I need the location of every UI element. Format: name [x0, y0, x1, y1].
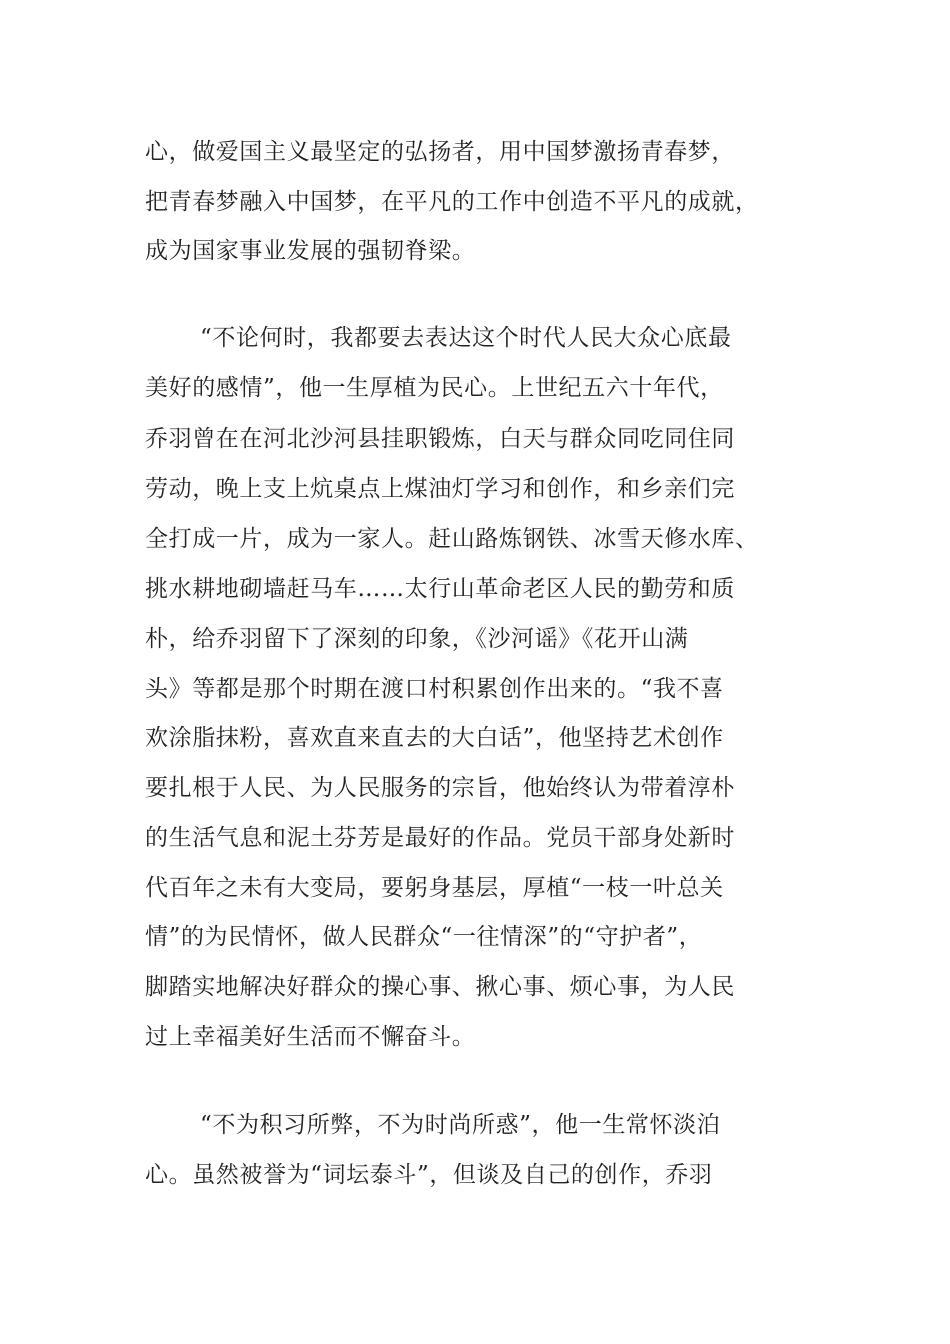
- text-line: 头》等都是那个时期在渡口村积累创作出来的。“我不喜: [145, 676, 724, 702]
- text-line: 全打成一片，成为一家人。赶山路炼钢铁、冰雪天修水库、: [145, 526, 759, 552]
- text-line: 乔羽曾在在河北沙河县挂职锻炼，白天与群众同吃同住同: [145, 426, 735, 452]
- text-line: 情”的为民情怀，做人民群众“一往情深”的“守护者”，: [145, 924, 703, 950]
- text-line: “不论何时，我都要去表达这个时代人民大众心底最: [200, 325, 732, 351]
- text-line: 过上幸福美好生活而不懈奋斗。: [145, 1024, 476, 1050]
- text-line: 欢涂脂抹粉，喜欢直来直去的大白话”，他坚持艺术创作: [145, 725, 724, 751]
- text-line: 的生活气息和泥土芬芳是最好的作品。党员干部身处新时: [145, 825, 735, 851]
- text-line: 要扎根于人民、为人民服务的宗旨，他始终认为带着淳朴: [145, 775, 735, 801]
- text-line: 代百年之未有大变局，要躬身基层，厚植“一枝一叶总关: [145, 875, 724, 901]
- text-line: 挑水耕地砌墙赶马车……太行山革命老区人民的勤劳和质: [145, 576, 735, 602]
- text-line: “不为积习所弊，不为时尚所惑”，他一生常怀淡泊: [200, 1112, 721, 1138]
- text-line: 把青春梦融入中国梦，在平凡的工作中创造不平凡的成就，: [145, 189, 759, 215]
- text-line: 劳动，晚上支上炕桌点上煤油灯学习和创作，和乡亲们完: [145, 476, 735, 502]
- text-line: 心，做爱国主义最坚定的弘扬者，用中国梦激扬青春梦，: [145, 139, 735, 165]
- text-line: 心。虽然被誉为“词坛泰斗”，但谈及自己的创作，乔羽: [145, 1162, 713, 1188]
- text-line: 朴，给乔羽留下了深刻的印象，《沙河谣》《花开山满: [145, 626, 689, 652]
- text-line: 成为国家事业发展的强韧脊梁。: [145, 238, 476, 264]
- text-line: 美好的感情”，他一生厚植为民心。上世纪五六十年代，: [145, 375, 724, 401]
- text-line: 脚踏实地解决好群众的操心事、揪心事、烦心事，为人民: [145, 974, 735, 1000]
